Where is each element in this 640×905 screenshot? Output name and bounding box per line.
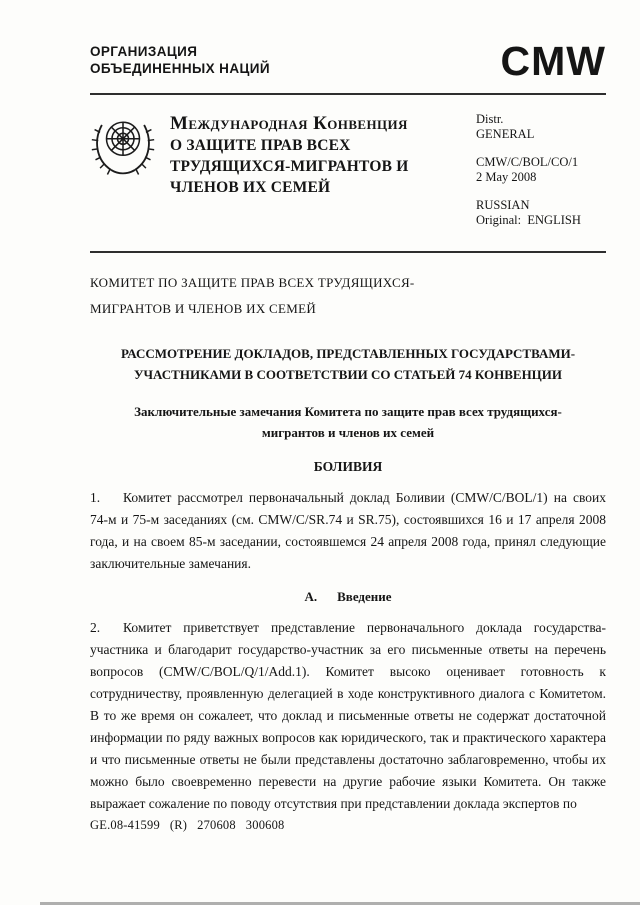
report-subtitle: Заключительные замечания Комитета по защите прав всех трудящихся-мигрантов и членов их семей — [134, 404, 562, 440]
distr-label: Distr. — [476, 112, 504, 126]
distr-group-type — [476, 112, 606, 141]
paragraph-1 — [90, 487, 606, 575]
country-heading: БОЛИВИЯ — [313, 459, 383, 474]
distribution-block — [476, 110, 606, 241]
committee-heading-line1: КОМИТЕТ ПО ЗАЩИТЕ ПРАВ ВСЕХ ТРУДЯЩИХСЯ- — [90, 275, 415, 290]
paragraph-2-number: 2. — [90, 620, 101, 635]
footer-document-code: GE.08-41599 (R) 270608 300608 — [90, 818, 285, 832]
doc-language: RUSSIAN — [476, 198, 530, 212]
distr-type: GENERAL — [476, 126, 535, 141]
convention-title-line3: ТРУДЯЩИХСЯ-МИГРАНТОВ И — [170, 158, 409, 175]
masthead-rule — [90, 251, 606, 253]
section-a-heading — [90, 586, 606, 607]
committee-heading-line2: МИГРАНТОВ И ЧЛЕНОВ ИХ СЕМЕЙ — [90, 301, 317, 316]
doc-series-symbol: CMW — [500, 38, 606, 84]
header-rule — [90, 93, 606, 95]
doc-date: 2 May 2008 — [476, 169, 537, 184]
paragraph-2 — [90, 617, 606, 815]
distr-group-symbol — [476, 155, 606, 184]
paragraph-1-number: 1. — [90, 490, 101, 505]
un-emblem-icon — [90, 110, 156, 184]
org-name-line2: ОБЪЕДИНЕННЫХ НАЦИЙ — [90, 60, 270, 76]
section-a-label: A. — [304, 589, 318, 604]
doc-symbol-number: CMW/C/BOL/CO/1 — [476, 155, 579, 169]
convention-title-line1: Международная Конвенция — [170, 113, 408, 134]
convention-title — [170, 110, 476, 241]
distr-group-language — [476, 198, 606, 227]
paragraph-1-text: Комитет рассмотрел первоначальный доклад Боливии (CMW/C/BOL/1) на своих 74-м и 75-м заседаниях (см. CMW/C/SR.74 и SR.75), состоявшихся 16 и 17 апреля 2008 года, и на своем 85-м заседании, состоявшемся 24 апреля 2008 года, принял следующие заключительные замечания. — [90, 490, 606, 571]
doc-original-language: Original: ENGLISH — [476, 212, 581, 227]
convention-title-line4: ЧЛЕНОВ ИХ СЕМЕЙ — [170, 179, 331, 196]
paragraph-2-text: Комитет приветствует представление первоначального доклада государства-участника и благодарит государство-участник за его письменные ответы на перечень вопросов (CMW/C/BOL/Q/1/Add.1). Комитет высоко оценивает готовность к сотрудничеству, проявленную делегацией в ходе конструктивного диалога с Комитетом. В то же время он сожалеет, что доклад и письменные ответы не содержат достаточной информации по ряду важных вопросов как юридического, так и практического характера и что письменные ответы не были представлены достаточно заблаговременно, чтобы их можно было своевременно перевести на другие рабочие языки Комитета. Он также выражает сожаление по поводу отсутствия при представлении доклада экспертов по — [90, 620, 606, 811]
report-title: РАССМОТРЕНИЕ ДОКЛАДОВ, ПРЕДСТАВЛЕННЫХ ГОСУДАРСТВАМИ-УЧАСТНИКАМИ В СООТВЕТСТВИИ СО СТАТЬЕЙ 74 КОНВЕНЦИИ — [120, 346, 576, 382]
committee-heading — [90, 270, 606, 322]
convention-title-line2: О ЗАЩИТЕ ПРАВ ВСЕХ — [170, 137, 351, 154]
top-header — [90, 38, 606, 84]
masthead — [90, 110, 606, 241]
org-name — [90, 44, 270, 77]
org-name-line1: ОРГАНИЗАЦИЯ — [90, 44, 198, 59]
section-a-title: Введение — [337, 589, 392, 604]
